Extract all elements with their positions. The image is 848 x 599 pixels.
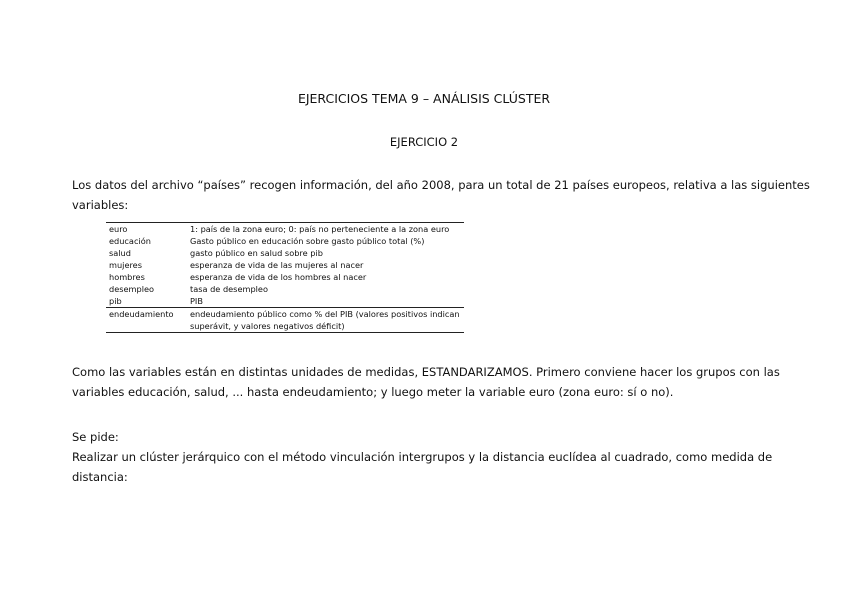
variable-description: 1: país de la zona euro; 0: país no perteneciente a la zona euro — [187, 223, 464, 236]
variable-name: pib — [109, 296, 122, 306]
variables-table — [106, 222, 464, 333]
table-row — [106, 308, 464, 333]
table-row — [106, 235, 464, 247]
table-row — [106, 283, 464, 295]
variable-name: desempleo — [109, 284, 155, 294]
task-paragraph — [72, 427, 774, 487]
variable-name: educación — [109, 236, 151, 246]
standardization-line-1: Como las variables están en distintas unidades de medidas, ESTANDARIZAMOS. Primero conviene hacer los grupos con las — [72, 365, 780, 379]
intro-line-2: variables: — [72, 198, 129, 212]
intro-line-1: Los datos del archivo “países” recogen información, del año 2008, para un total de 21 países europeos, relativa a las siguientes — [72, 178, 810, 192]
variable-description: gasto público en salud sobre pib — [190, 248, 323, 258]
exercise-heading: EJERCICIO 2 — [389, 135, 459, 149]
variable-name: euro — [106, 223, 187, 236]
standardization-paragraph — [72, 362, 780, 402]
document-title: EJERCICIOS TEMA 9 – ANÁLISIS CLÚSTER — [297, 91, 551, 106]
variable-description: esperanza de vida de las mujeres al nacer — [190, 260, 364, 270]
table-row — [106, 259, 464, 271]
table-row — [106, 223, 464, 236]
variable-description: tasa de desempleo — [190, 284, 268, 294]
task-label: Se pide: — [72, 430, 119, 444]
variable-name: hombres — [109, 272, 145, 282]
task-line-2: distancia: — [72, 470, 128, 484]
variable-description: PIB — [190, 296, 203, 306]
variable-name: salud — [109, 248, 131, 258]
standardization-line-2: variables educación, salud, ... hasta endeudamiento; y luego meter la variable euro (zona euro: sí o no). — [72, 385, 674, 399]
variable-name: endeudamiento — [106, 308, 187, 333]
intro-paragraph — [72, 175, 810, 215]
variable-name: mujeres — [109, 260, 142, 270]
table-row — [106, 295, 464, 308]
task-line-1: Realizar un clúster jerárquico con el método vinculación intergrupos y la distancia euclídea al cuadrado, como medida de — [72, 450, 773, 464]
table-row — [106, 271, 464, 283]
variable-description: esperanza de vida de los hombres al nacer — [190, 272, 367, 282]
variable-description: endeudamiento público como % del PIB (valores positivos indican superávit, y valores negativos déficit) — [187, 308, 464, 333]
variable-description: Gasto público en educación sobre gasto público total (%) — [190, 236, 425, 246]
table-row — [106, 247, 464, 259]
